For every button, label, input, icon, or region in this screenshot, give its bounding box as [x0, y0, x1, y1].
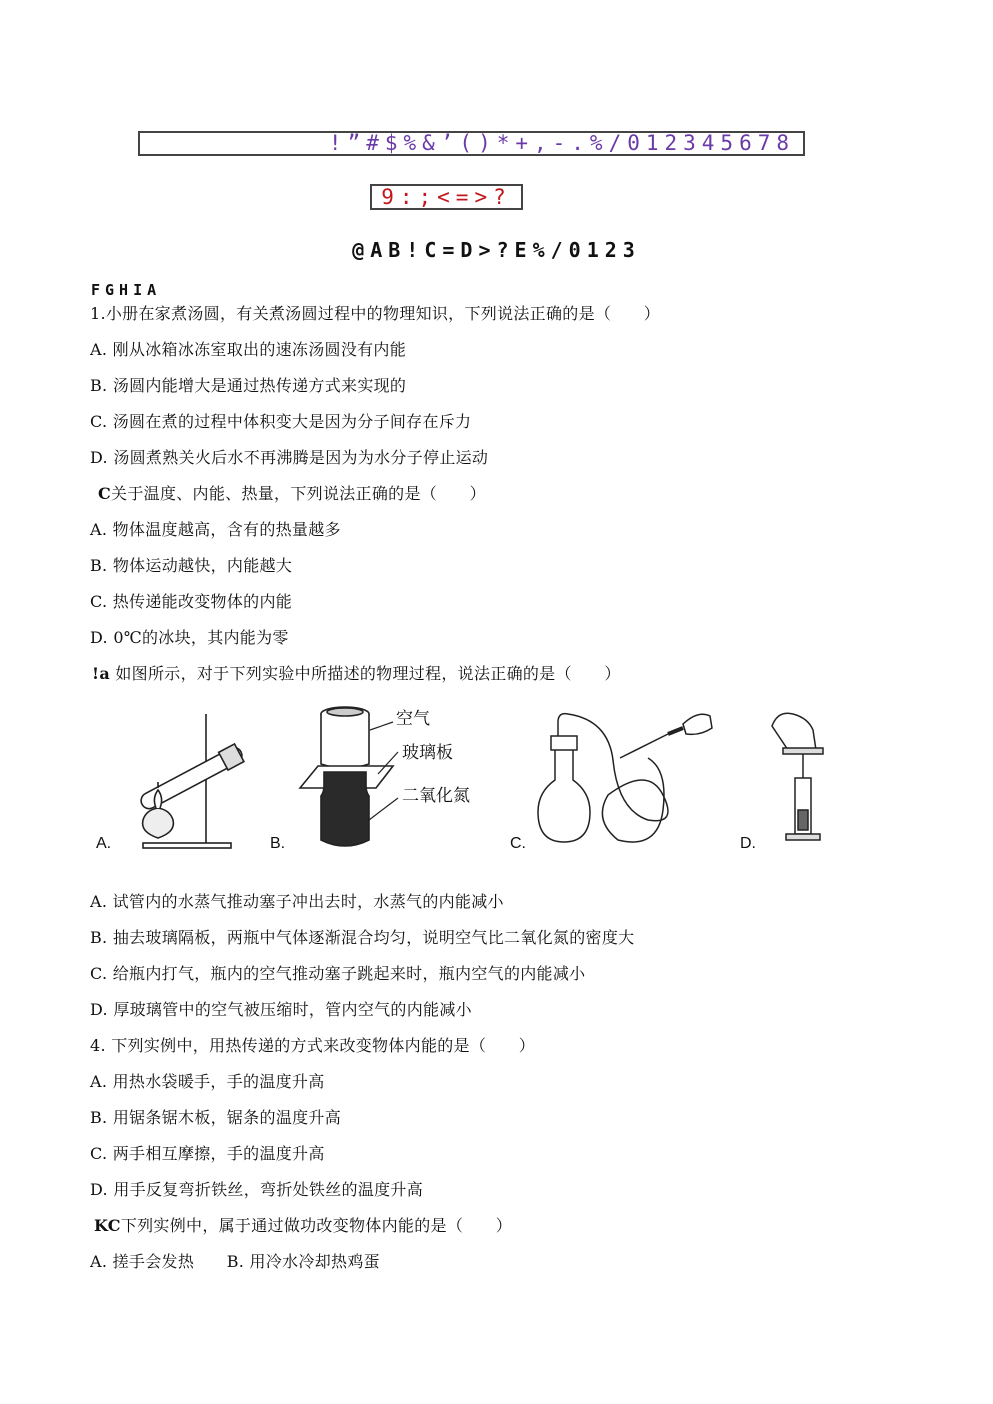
section-heading: FGHIA [91, 281, 162, 299]
question-5 [94, 1216, 512, 1236]
question-1-stem: 1.小册在家煮汤圆，有关煮汤圆过程中的物理知识，下列说法正确的是（ ） [90, 304, 661, 323]
question-5-number: KC [94, 1216, 121, 1235]
figure-label-c: C. [510, 835, 526, 852]
question-2-option-c: C. 热传递能改变物体的内能 [90, 592, 293, 611]
question-3-stem: 如图所示，对于下列实验中所描述的物理过程，说法正确的是（ ） [110, 664, 621, 683]
question-3 [92, 664, 621, 684]
question-5-options: A. 搓手会发热 B. 用冷水冷却热鸡蛋 [90, 1252, 380, 1271]
question-2-stem: 关于温度、内能、热量，下列说法正确的是（ ） [111, 484, 486, 503]
figure-a-test-tube-apparatus [137, 714, 245, 848]
question-1-option-c: C. 汤圆在煮的过程中体积变大是因为分子间存在斥力 [90, 412, 472, 431]
question-4-stem: 4. 下列实例中，用热传递的方式来改变物体内能的是（ ） [90, 1036, 536, 1055]
question-2-option-a: A. 物体温度越高，含有的热量越多 [90, 520, 341, 539]
question-4-option-b: B. 用锯条锯木板，锯条的温度升高 [90, 1108, 342, 1127]
question-2 [98, 484, 486, 504]
question-4-option-d: D. 用手反复弯折铁丝，弯折处铁丝的温度升高 [90, 1180, 424, 1199]
page-title: @AB!C=D>?E%/0123 [352, 238, 641, 262]
question-3-number: !a [92, 664, 110, 683]
question-1-option-a: A. 刚从冰箱冰冻室取出的速冻汤圆没有内能 [90, 340, 407, 359]
figure-b-gas-jars [300, 707, 398, 846]
figure-b-label-nitrogen-dioxide: 二氧化氮 [402, 786, 470, 806]
figure-b-label-air: 空气 [396, 709, 430, 729]
question-3-option-d: D. 厚玻璃管中的空气被压缩时，管内空气的内能减小 [90, 1000, 472, 1019]
question-2-option-b: B. 物体运动越快，内能越大 [90, 556, 293, 575]
experiment-figure [88, 700, 848, 860]
question-3-option-b: B. 抽去玻璃隔板，两瓶中气体逐渐混合均匀，说明空气比二氧化氮的密度大 [90, 928, 635, 947]
figure-c-flask-pump [538, 714, 712, 842]
header-box-1: !”#$%&’()*+,-.%/012345678 [138, 131, 805, 156]
question-4-option-a: A. 用热水袋暖手，手的温度升高 [90, 1072, 325, 1091]
question-3-option-c: C. 给瓶内打气，瓶内的空气推动塞子跳起来时，瓶内空气的内能减小 [90, 964, 586, 983]
question-3-option-a: A. 试管内的水蒸气推动塞子冲出去时，水蒸气的内能减小 [90, 892, 504, 911]
question-1-option-d: D. 汤圆煮熟关火后水不再沸腾是因为为水分子停止运动 [90, 448, 489, 467]
figure-label-a: A. [96, 835, 112, 852]
figure-label-b: B. [270, 835, 286, 852]
question-2-number: C [98, 484, 112, 503]
figure-label-d: D. [740, 835, 756, 852]
figure-b-label-glass-plate: 玻璃板 [402, 743, 453, 763]
question-5-stem: 下列实例中，属于通过做功改变物体内能的是（ ） [120, 1216, 513, 1235]
figure-d-compression-tube [772, 713, 823, 840]
question-1-option-b: B. 汤圆内能增大是通过热传递方式来实现的 [90, 376, 407, 395]
question-4-option-c: C. 两手相互摩擦，手的温度升高 [90, 1144, 325, 1163]
question-2-option-d: D. 0℃的冰块，其内能为零 [90, 628, 289, 647]
header-box-2: 9:;<=>? [370, 184, 523, 210]
